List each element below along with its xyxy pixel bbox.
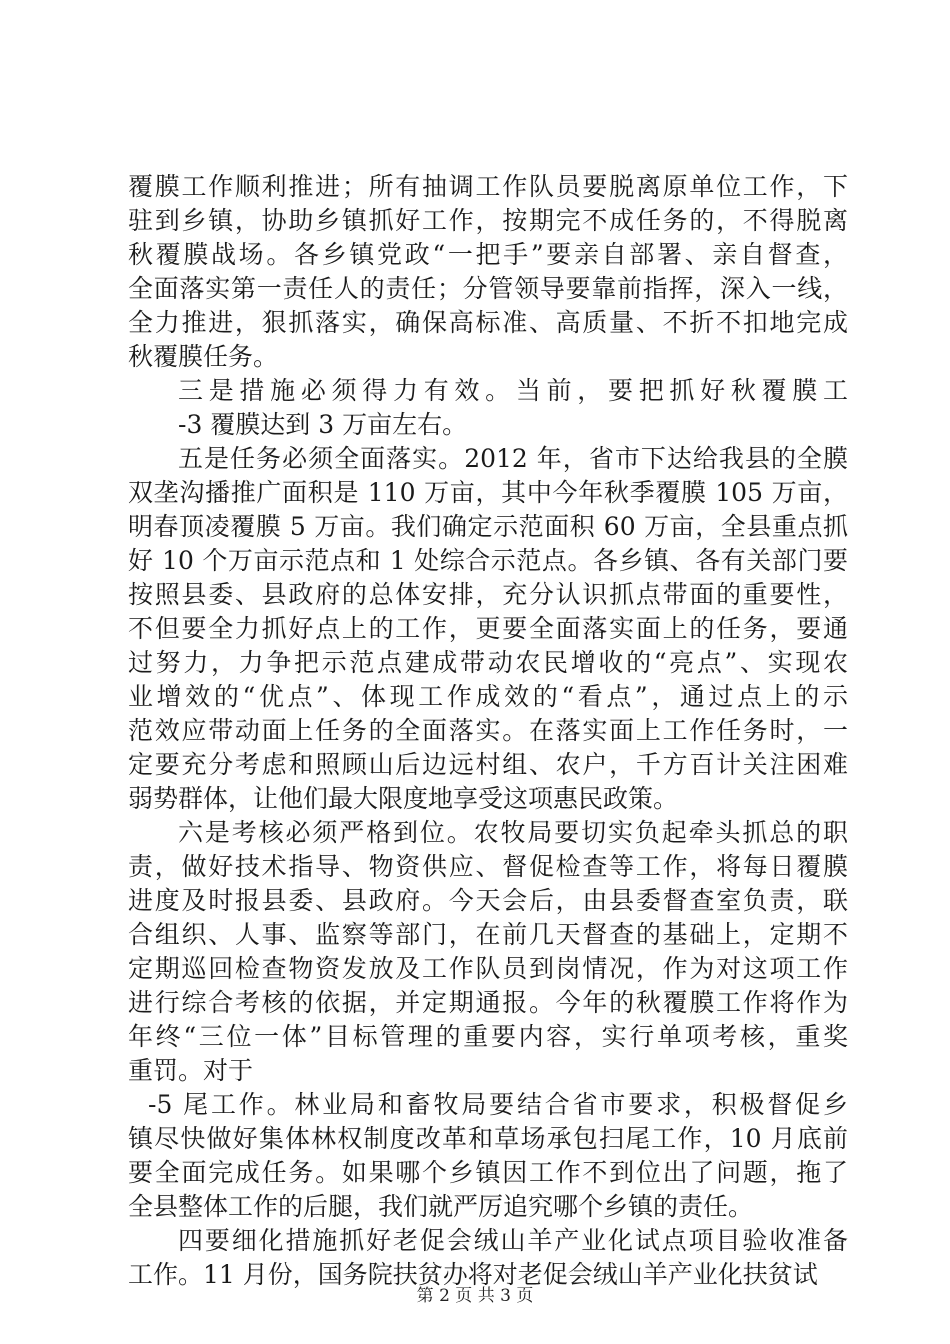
text-line: 责，做好技术指导、物资供应、督促检查等工作，将每日覆膜 [128,852,848,881]
text-line: 镇尽快做好集体林权制度改革和草场承包扫尾工作，10 月底前 [128,1124,848,1153]
text-line: 工作。11 月份，国务院扶贫办将对老促会绒山羊产业化扶贫试 [128,1260,818,1289]
text-line: 好 10 个万亩示范点和 1 处综合示范点。各乡镇、各有关部门要 [128,546,848,575]
text-line: 秋覆膜战场。各乡镇党政“一把手”要亲自部署、亲自督查， [128,240,848,269]
text-line: 六是考核必须严格到位。农牧局要切实负起牵头抓总的职 [178,818,848,847]
text-line: 四要细化措施抓好老促会绒山羊产业化试点项目验收准备 [178,1226,848,1255]
text-line: -3 覆膜达到 3 万亩左右。 [178,410,468,439]
text-line: 合组织、人事、监察等部门，在前几天督查的基础上，定期不 [128,920,848,949]
text-line: 双垄沟播推广面积是 110 万亩，其中今年秋季覆膜 105 万亩， [128,478,848,507]
text-line: 全面落实第一责任人的责任；分管领导要靠前指挥，深入一线， [128,274,848,303]
text-line: 重罚。对于 [128,1056,254,1085]
text-line: 业增效的“优点”、体现工作成效的“看点”，通过点上的示 [128,682,848,711]
text-line: 全县整体工作的后腿，我们就严厉追究哪个乡镇的责任。 [128,1192,754,1221]
text-line: 不但要全力抓好点上的工作，更要全面落实面上的任务，要通 [128,614,848,643]
text-line: 定要充分考虑和照顾山后边远村组、农户，千方百计关注困难 [128,750,848,779]
text-line: 要全面完成任务。如果哪个乡镇因工作不到位出了问题，拖了 [128,1158,848,1187]
text-line: 明春顶凌覆膜 5 万亩。我们确定示范面积 60 万亩，全县重点抓 [128,512,848,541]
text-line: 定期巡回检查物资发放及工作队员到岗情况，作为对这项工作 [128,954,848,983]
text-line: 年终“三位一体”目标管理的重要内容，实行单项考核，重奖 [128,1022,848,1051]
text-line: 进度及时报县委、县政府。今天会后，由县委督查室负责，联 [128,886,848,915]
text-line: 五是任务必须全面落实。2012 年，省市下达给我县的全膜 [178,444,848,473]
text-line: 范效应带动面上任务的全面落实。在落实面上工作任务时，一 [128,716,848,745]
text-line: 全力推进，狠抓落实，确保高标准、高质量、不折不扣地完成 [128,308,848,337]
document-body [128,170,848,1292]
page-footer: 第 2 页 共 3 页 [416,1286,534,1306]
text-line: 三是措施必须得力有效。当前，要把抓好秋覆膜工 [178,376,848,405]
text-line: -5 尾工作。林业局和畜牧局要结合省市要求，积极督促乡 [148,1090,848,1119]
text-line: 过努力，力争把示范点建成带动农民增收的“亮点”、实现农 [128,648,848,677]
text-line: 按照县委、县政府的总体安排，充分认识抓点带面的重要性， [128,580,848,609]
text-line: 驻到乡镇，协助乡镇抓好工作，按期完不成任务的，不得脱离 [128,206,848,235]
text-line: 覆膜工作顺利推进；所有抽调工作队员要脱离原单位工作，下 [128,172,848,201]
text-line: 进行综合考核的依据，并定期通报。今年的秋覆膜工作将作为 [128,988,848,1017]
text-line: 秋覆膜任务。 [128,342,279,371]
text-line: 弱势群体，让他们最大限度地享受这项惠民政策。 [128,784,679,813]
